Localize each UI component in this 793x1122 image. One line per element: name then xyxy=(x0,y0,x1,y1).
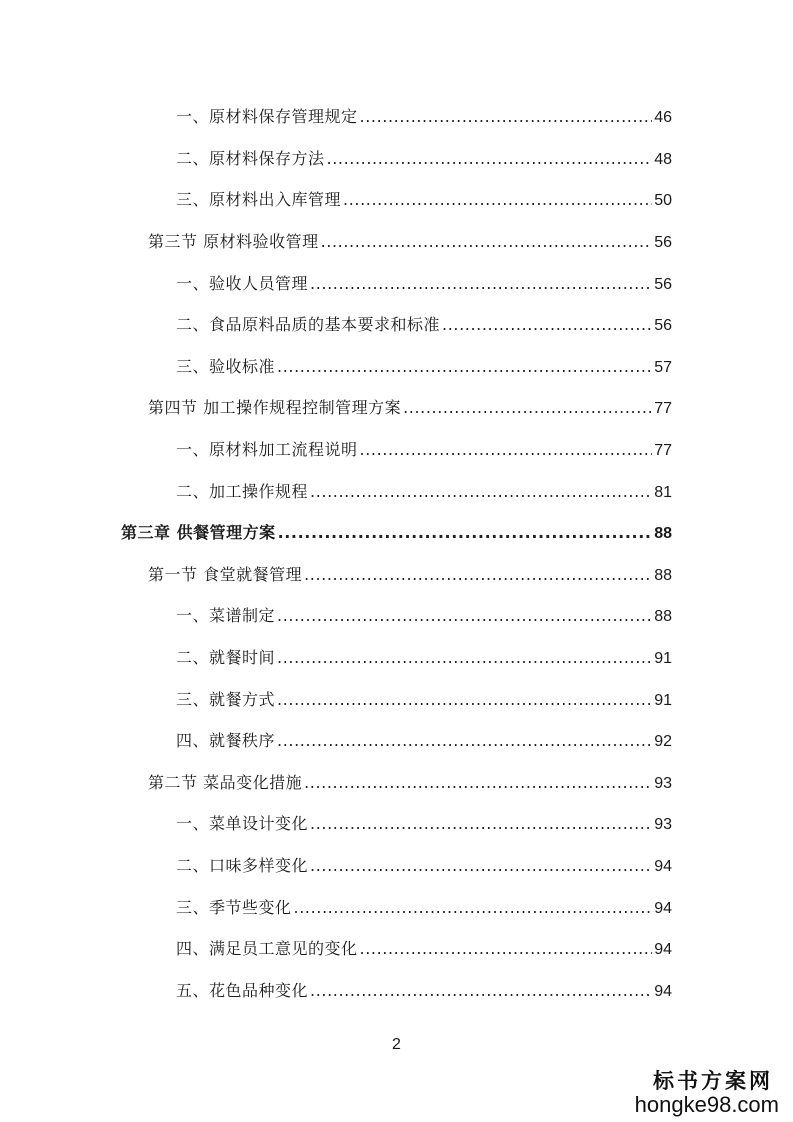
toc-entry[interactable] xyxy=(176,729,672,753)
toc-entry-section[interactable] xyxy=(148,563,672,587)
toc-entry-title: 第三节 原材料验收管理 xyxy=(148,232,319,251)
toc-entry[interactable] xyxy=(176,355,672,379)
toc-entry-title: 三、原材料出入库管理 xyxy=(176,190,342,209)
watermark-name: 标书方案网 xyxy=(653,1068,773,1093)
toc-leader-dots xyxy=(277,688,652,712)
toc-entry-page: 88 xyxy=(654,567,672,584)
toc-entry-title: 三、验收标准 xyxy=(176,357,276,376)
toc-entry[interactable] xyxy=(176,272,672,296)
toc-leader-dots xyxy=(321,230,653,254)
toc-entry-page: 46 xyxy=(654,109,672,126)
toc-entry-page: 50 xyxy=(654,192,672,209)
toc-entry[interactable] xyxy=(176,438,672,462)
toc-leader-dots xyxy=(403,396,652,420)
toc-entry-page: 48 xyxy=(654,151,672,168)
toc-entry-page: 81 xyxy=(654,484,672,501)
toc-entry-title: 四、满足员工意见的变化 xyxy=(176,939,358,958)
watermark-logo xyxy=(635,1070,779,1116)
toc-entry[interactable] xyxy=(176,480,672,504)
toc-entry[interactable] xyxy=(176,812,672,836)
toc-entry-title: 第一节 食堂就餐管理 xyxy=(148,565,303,584)
toc-leader-dots xyxy=(327,147,653,171)
toc-entry-page: 93 xyxy=(654,816,672,833)
toc-entry-title: 二、口味多样变化 xyxy=(176,856,309,875)
toc-entry[interactable] xyxy=(176,646,672,670)
toc-entry-section[interactable] xyxy=(148,771,672,795)
toc-entry-page: 56 xyxy=(654,317,672,334)
toc-entry-title: 二、食品原料品质的基本要求和标准 xyxy=(176,315,441,334)
toc-entry-title: 一、原材料加工流程说明 xyxy=(176,440,358,459)
toc-entry[interactable] xyxy=(176,313,672,337)
toc-leader-dots xyxy=(294,896,653,920)
toc-entry-page: 88 xyxy=(654,525,672,542)
toc-entry-page: 91 xyxy=(654,692,672,709)
toc-leader-dots xyxy=(360,438,653,462)
toc-entry-page: 56 xyxy=(654,234,672,251)
toc-entry[interactable] xyxy=(176,854,672,878)
toc-entry-page: 77 xyxy=(654,400,672,417)
toc-entry-title: 四、就餐秩序 xyxy=(176,731,276,750)
watermark-url: hongke98.com xyxy=(634,1092,779,1117)
toc-entry-page: 88 xyxy=(654,608,672,625)
toc-leader-dots xyxy=(310,480,652,504)
toc-entry-title: 一、菜单设计变化 xyxy=(176,814,309,833)
toc-leader-dots xyxy=(442,313,652,337)
toc-entry-page: 93 xyxy=(654,775,672,792)
toc-entry[interactable] xyxy=(176,604,672,628)
toc-leader-dots xyxy=(310,854,652,878)
toc-entry-title: 一、菜谱制定 xyxy=(176,606,276,625)
toc-leader-dots xyxy=(277,604,652,628)
toc-leader-dots xyxy=(277,729,652,753)
toc-leader-dots xyxy=(360,105,653,129)
toc-entry-page: 94 xyxy=(654,858,672,875)
toc-leader-dots xyxy=(277,646,652,670)
toc-entry-title: 二、就餐时间 xyxy=(176,648,276,667)
toc-entry-title: 一、原材料保存管理规定 xyxy=(176,107,358,126)
toc-entry-title: 三、季节些变化 xyxy=(176,898,292,917)
toc-entry-title: 五、花色品种变化 xyxy=(176,981,309,1000)
toc-leader-dots xyxy=(310,979,652,1003)
toc-entry-page: 91 xyxy=(654,650,672,667)
toc-entry-page: 94 xyxy=(654,900,672,917)
toc-leader-dots xyxy=(360,937,653,961)
toc-leader-dots xyxy=(310,812,652,836)
toc-entry[interactable] xyxy=(176,937,672,961)
toc-entry[interactable] xyxy=(176,188,672,212)
toc-entry-chapter[interactable] xyxy=(121,521,672,545)
toc-entry[interactable] xyxy=(176,896,672,920)
toc-entry[interactable] xyxy=(176,105,672,129)
toc-leader-dots xyxy=(278,521,653,545)
page-number: 2 xyxy=(392,1036,401,1053)
toc-leader-dots xyxy=(310,272,652,296)
toc-entry-title: 一、验收人员管理 xyxy=(176,274,309,293)
toc-entry-title: 第四节 加工操作规程控制管理方案 xyxy=(148,398,402,417)
toc-entry-section[interactable] xyxy=(148,396,672,420)
toc-leader-dots xyxy=(277,355,652,379)
toc-entry-page: 77 xyxy=(654,442,672,459)
toc-entry-title: 第三章 供餐管理方案 xyxy=(121,523,276,542)
toc-entry-title: 三、就餐方式 xyxy=(176,690,276,709)
toc-entry-title: 二、加工操作规程 xyxy=(176,482,309,501)
toc-entry-page: 94 xyxy=(654,941,672,958)
toc-entry-section[interactable] xyxy=(148,230,672,254)
toc-entry-page: 94 xyxy=(654,983,672,1000)
toc-entry-title: 第二节 菜品变化措施 xyxy=(148,773,303,792)
toc-entry[interactable] xyxy=(176,688,672,712)
toc-leader-dots xyxy=(304,563,652,587)
toc-entry-page: 56 xyxy=(654,276,672,293)
toc-entry-page: 57 xyxy=(654,359,672,376)
toc-leader-dots xyxy=(343,188,652,212)
toc-entry-page: 92 xyxy=(654,733,672,750)
toc-entry[interactable] xyxy=(176,147,672,171)
toc-entry-title: 二、原材料保存方法 xyxy=(176,149,325,168)
toc-leader-dots xyxy=(304,771,652,795)
toc-entry[interactable] xyxy=(176,979,672,1003)
